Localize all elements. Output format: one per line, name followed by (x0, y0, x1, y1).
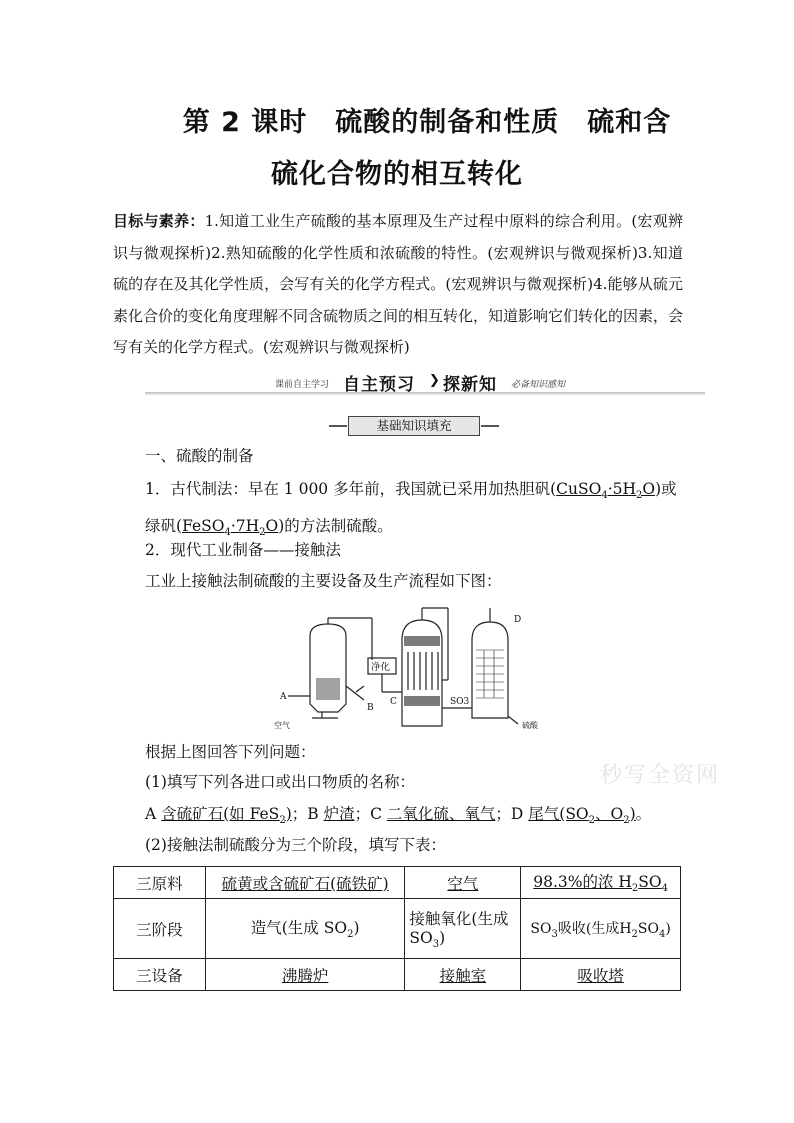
answer-d-suffix: 。 (635, 805, 652, 823)
table-cell: 三设备 (114, 959, 206, 991)
goals-lead: 目标与素养： (113, 212, 205, 230)
banner-rule (145, 392, 705, 395)
diagram-label-c: C (390, 697, 397, 707)
diagram-label-so3: SO3 (450, 697, 470, 707)
table-cell: 三阶段 (114, 899, 206, 959)
banner-main-2: 探新知 (443, 375, 497, 395)
banner-main-1: 自主预习 (343, 375, 415, 395)
page-title-line-2: 硫化合物的相互转化 (271, 159, 523, 190)
diagram-label-purify: 净化 (371, 662, 391, 673)
table-cell: 沸腾炉 (205, 959, 405, 991)
item1-formula-2: $FeSO_4\cdot 7H_2O$ (182, 517, 279, 539)
answer-b-prefix: ；B (291, 805, 324, 823)
table-cell: 三原料 (114, 867, 206, 899)
question-1-answers (145, 802, 705, 826)
process-table (113, 866, 681, 991)
watermark: 秒写全资网 (600, 763, 721, 788)
table-row (114, 867, 681, 899)
absorption-tower (472, 622, 508, 718)
answer-c: 二氧化硫、氧气 (386, 805, 496, 823)
table-row (114, 899, 681, 959)
banner-arrow-icon: ❯ (429, 373, 441, 388)
table-cell: 硫黄或含硫矿石(硫铁矿) (205, 867, 405, 899)
answer-b: 炉渣 (323, 805, 355, 823)
contact-process-diagram (272, 600, 562, 738)
table-cell: 空气 (405, 867, 521, 899)
table-cell: 98.3%的浓 $H_2SO_4$ (521, 867, 681, 899)
section-tag: 基础知识填充 (348, 416, 480, 436)
questions-intro: 根据上图回答下列问题： (145, 743, 316, 761)
page-title-line-1: 第 2 课时 硫酸的制备和性质 硫和含 (182, 107, 672, 138)
table-row (114, 959, 681, 991)
table-cell: 接触氧化(生成 $SO_3$) (405, 899, 521, 959)
table-cell: $SO_3$吸收(生成$H_2SO_4$) (521, 899, 681, 959)
answer-d-prefix: ；D (495, 805, 529, 823)
question-2: (2)接触法制硫酸分为三个阶段，填写下表： (145, 836, 446, 854)
item1-suffix: )的方法制硫酸。 (278, 517, 393, 536)
banner-left-small: 课前自主学习 (275, 380, 330, 390)
diagram-label-b: B (367, 703, 374, 713)
item2-description: 工业上接触法制硫酸的主要设备及生产流程如下图： (145, 572, 502, 590)
answer-c-prefix: ；C (354, 805, 387, 823)
diagram-label-a: A (280, 692, 287, 702)
wrap-mask (113, 505, 133, 536)
section-banner (145, 370, 705, 396)
answer-a: 含硫矿石(如 FeS$_2$) (161, 805, 292, 827)
table-cell: 吸收塔 (521, 959, 681, 991)
table-cell: 造气(生成 $SO_2$) (205, 899, 405, 959)
item2-heading: 2．现代工业制备——接触法 (145, 541, 341, 559)
item1-formula-1: $CuSO_4\cdot 5H_2O$ (556, 480, 656, 502)
answer-a-prefix: A (145, 805, 162, 823)
item1-mid: )或绿矾( (145, 480, 677, 536)
item1-prefix: 1．古代制法：早在 1 000 多年前，我国就已采用加热胆矾( (145, 480, 557, 498)
table-cell: 接触室 (405, 959, 521, 991)
goals-text: 1.知道工业生产硫酸的基本原理及生产过程中原料的综合利用。(宏观辨识与微观探析)2.熟知硫酸的化学性质和浓硫酸的特性。(宏观辨识与微观探析)3.知道硫的存在及其化学性质，会写有关的化学方程式。(宏观辨识与微观探析)4.能够从硫元素化合价的变化角度理解不同含硫物质之间的相互转化，知道影响它们转化的因素，会写有关的化学方程式。(宏观辨识与微观探析) (113, 212, 684, 356)
question-1: (1)填写下列各进口或出口物质的名称： (145, 773, 415, 791)
answer-d: 尾气($SO_2$、$O_2$) (528, 805, 636, 827)
banner-right-small: 必备知识感知 (511, 380, 566, 390)
learning-goals (113, 206, 683, 364)
section-heading: 一、硫酸的制备 (145, 447, 254, 465)
diagram-label-air: 空气 (274, 721, 290, 730)
diagram-label-d: D (514, 615, 522, 625)
diagram-label-acid: 硫酸 (522, 721, 538, 730)
